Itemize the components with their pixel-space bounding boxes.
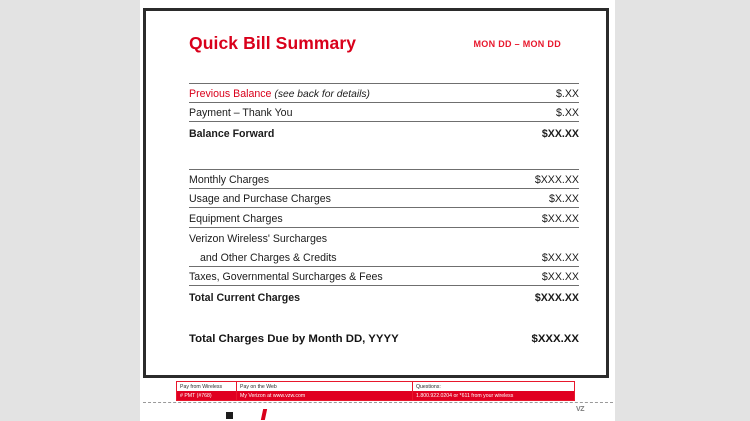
- page-title: Quick Bill Summary: [189, 33, 357, 53]
- line-item-amount: $XXX.XX: [534, 291, 579, 304]
- table-row: [189, 189, 579, 209]
- table-row: [189, 122, 579, 142]
- line-item-label: Total Current Charges: [189, 291, 301, 304]
- line-item-label-continued: and Other Charges & Credits: [200, 251, 337, 264]
- corner-mark-text: VZ: [576, 406, 585, 413]
- line-item-amount: $XX.XX: [541, 271, 579, 283]
- line-item-amount: $.XX: [556, 107, 579, 119]
- balance-section: [189, 83, 579, 142]
- grand-total-amount: $XXX.XX: [531, 333, 579, 345]
- table-row: [189, 228, 579, 248]
- bill-content: [189, 11, 579, 375]
- charges-section: [189, 169, 579, 306]
- previous-balance-label: Previous Balance: [189, 87, 272, 100]
- line-item-label: Balance Forward: [189, 127, 275, 140]
- line-item-label: Verizon Wireless' Surcharges: [189, 233, 328, 245]
- pay-on-web-header: Pay on the Web: [237, 382, 413, 391]
- partial-logo-square: [226, 412, 233, 419]
- line-item-label: [189, 252, 337, 265]
- line-item-amount: $XX.XX: [541, 127, 579, 140]
- questions-header: Questions:: [416, 383, 441, 390]
- table-row: [189, 267, 579, 287]
- line-item-amount: $XX.XX: [541, 212, 579, 225]
- table-row: [189, 83, 579, 103]
- questions-value: 1.800.922.0204 or *611 from your wireless: [416, 392, 514, 399]
- pay-from-wireless-header: Pay from Wireless: [177, 382, 237, 391]
- table-row: [189, 247, 579, 267]
- table-row: [189, 208, 579, 228]
- quick-bill-summary-box: [143, 8, 609, 378]
- line-item-amount: $XX.XX: [541, 251, 579, 264]
- billing-period: MON DD – MON DD: [473, 39, 561, 49]
- line-item-label: Taxes, Governmental Surcharges & Fees: [189, 271, 383, 283]
- line-item-label: Payment – Thank You: [189, 107, 293, 119]
- line-item-label: Usage and Purchase Charges: [189, 193, 331, 205]
- payment-strip-value-row: [177, 391, 574, 400]
- table-row-total-current: [189, 286, 579, 306]
- line-item-amount: $X.XX: [548, 193, 579, 205]
- grand-total-section: [189, 333, 579, 345]
- grand-total-row: [189, 333, 579, 345]
- line-item-amount: $.XX: [556, 87, 579, 100]
- table-row: [189, 103, 579, 123]
- bill-header: [189, 33, 579, 63]
- pay-on-web-value: My Verizon at www.vzw.com: [237, 391, 413, 400]
- pay-from-wireless-value: # PMT (#768): [177, 391, 237, 400]
- line-item-label: [189, 88, 370, 101]
- payment-info-strip: [176, 381, 575, 401]
- tear-off-dashed-line: [143, 402, 613, 403]
- payment-strip-header-row: [177, 382, 574, 391]
- table-row: [189, 169, 579, 189]
- line-item-label: Equipment Charges: [189, 212, 283, 225]
- line-item-amount: $XXX.XX: [534, 173, 579, 186]
- previous-balance-note: (see back for details): [274, 88, 370, 100]
- grand-total-label: Total Charges Due by Month DD, YYYY: [189, 333, 399, 345]
- line-item-label: Monthly Charges: [189, 173, 270, 186]
